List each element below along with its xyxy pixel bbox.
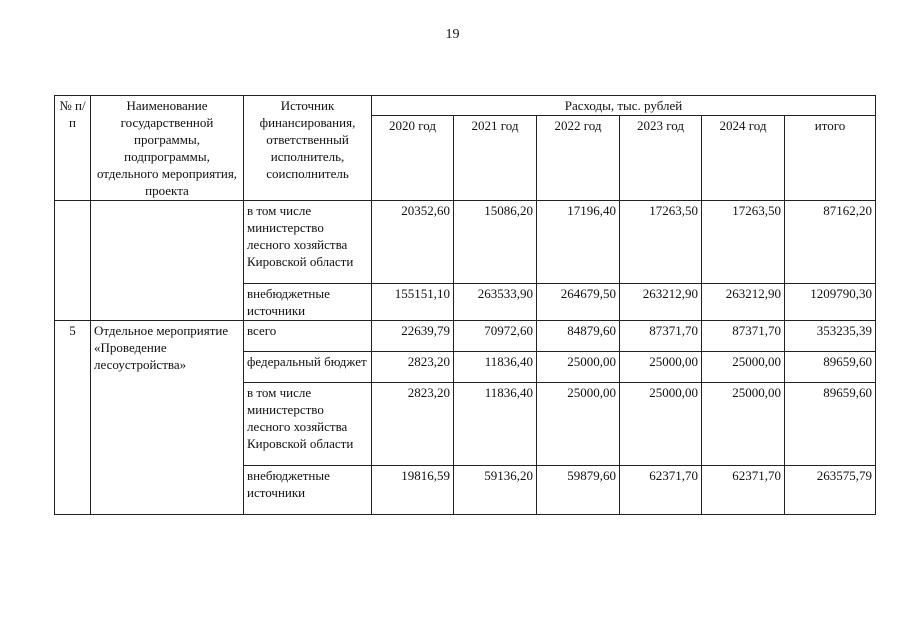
header-total: итого (785, 116, 876, 201)
value-cell: 25000,00 (620, 383, 702, 466)
value-cell: 25000,00 (537, 352, 620, 383)
value-cell: 84879,60 (537, 321, 620, 352)
page-number: 19 (445, 27, 460, 42)
value-cell: 17263,50 (620, 201, 702, 284)
total-cell: 353235,39 (785, 321, 876, 352)
header-year-2020: 2020 год (372, 116, 454, 201)
header-source: Источник финансирования, ответственный исполнитель, соисполнитель (244, 96, 372, 201)
header-name: Наименование государственной программы, подпрограммы, отдельного мероприятия, проекта (91, 96, 244, 201)
total-cell: 89659,60 (785, 352, 876, 383)
source-cell: внебюджетные источники (244, 466, 372, 515)
source-cell: внебюджетные источники (244, 284, 372, 321)
value-cell: 264679,50 (537, 284, 620, 321)
value-cell: 11836,40 (454, 383, 537, 466)
header-expenses: Расходы, тыс. рублей (372, 96, 876, 116)
value-cell: 263533,90 (454, 284, 537, 321)
source-cell: всего (244, 321, 372, 352)
source-cell: в том числе министерство лесного хозяйства Кировской области (244, 383, 372, 466)
value-cell: 15086,20 (454, 201, 537, 284)
header-num: № п/п (55, 96, 91, 201)
header-year-2024: 2024 год (702, 116, 785, 201)
header-year-2021: 2021 год (454, 116, 537, 201)
row-name-cell (91, 201, 244, 321)
value-cell: 25000,00 (537, 383, 620, 466)
value-cell: 2823,20 (372, 352, 454, 383)
value-cell: 62371,70 (702, 466, 785, 515)
table-row (55, 321, 876, 352)
value-cell: 11836,40 (454, 352, 537, 383)
value-cell: 2823,20 (372, 383, 454, 466)
row-num-cell: 5 (55, 321, 91, 515)
value-cell: 263212,90 (702, 284, 785, 321)
value-cell: 25000,00 (702, 383, 785, 466)
row-num-cell (55, 201, 91, 321)
value-cell: 59136,20 (454, 466, 537, 515)
header-year-2022: 2022 год (537, 116, 620, 201)
value-cell: 59879,60 (537, 466, 620, 515)
source-cell: в том числе министерство лесного хозяйства Кировской области (244, 201, 372, 284)
value-cell: 17263,50 (702, 201, 785, 284)
total-cell: 1209790,30 (785, 284, 876, 321)
row-name-cell: Отдельное мероприятие «Проведение лесоустройства» (91, 321, 244, 515)
value-cell: 87371,70 (620, 321, 702, 352)
table-row (55, 201, 876, 284)
value-cell: 155151,10 (372, 284, 454, 321)
value-cell: 87371,70 (702, 321, 785, 352)
header-year-2023: 2023 год (620, 116, 702, 201)
header-row (55, 96, 876, 116)
budget-table (54, 95, 876, 515)
total-cell: 263575,79 (785, 466, 876, 515)
source-cell: федеральный бюджет (244, 352, 372, 383)
value-cell: 263212,90 (620, 284, 702, 321)
value-cell: 19816,59 (372, 466, 454, 515)
value-cell: 17196,40 (537, 201, 620, 284)
value-cell: 62371,70 (620, 466, 702, 515)
value-cell: 22639,79 (372, 321, 454, 352)
value-cell: 70972,60 (454, 321, 537, 352)
value-cell: 20352,60 (372, 201, 454, 284)
total-cell: 89659,60 (785, 383, 876, 466)
total-cell: 87162,20 (785, 201, 876, 284)
value-cell: 25000,00 (620, 352, 702, 383)
value-cell: 25000,00 (702, 352, 785, 383)
